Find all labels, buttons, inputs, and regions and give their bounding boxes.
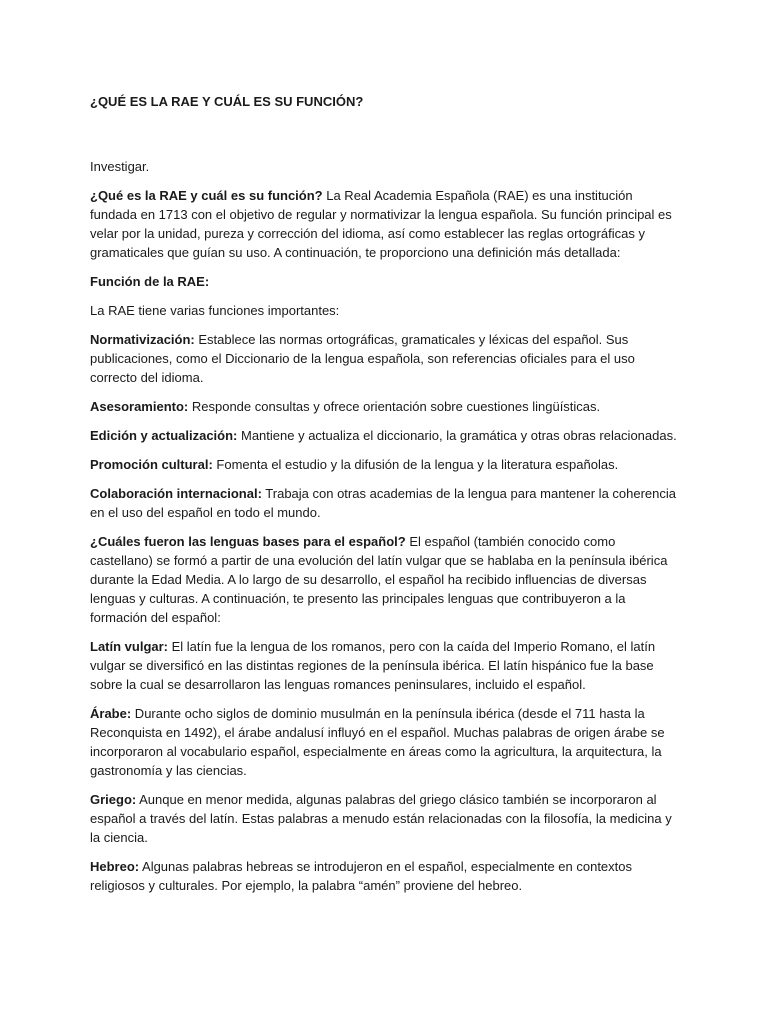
paragraph-latin <box>90 637 678 694</box>
paragraph-lead: ¿Cuáles fueron las lenguas bases para el español? <box>90 534 406 549</box>
document-title: ¿QUÉ ES LA RAE Y CUÁL ES SU FUNCIÓN? <box>90 94 364 109</box>
paragraph-griego <box>90 790 678 847</box>
paragraph-text: Trabaja con otras academias de la lengua para mantener la coherencia en el uso del español en todo el mundo. <box>90 486 677 520</box>
paragraph-promocion <box>90 455 678 474</box>
paragraph-lead: Asesoramiento: <box>90 399 189 414</box>
paragraph-lead: Hebreo: <box>90 859 140 874</box>
paragraph-text: Responde consultas y ofrece orientación sobre cuestiones lingüísticas. <box>188 399 601 414</box>
heading-funcion-rae <box>90 272 678 291</box>
paragraph-lead: Colaboración internacional: <box>90 486 262 501</box>
paragraph-text: Durante ocho siglos de dominio musulmán en la península ibérica (desde el 711 hasta la Reconquista en 1492), el árabe andalusí influyó en el español. Muchas palabras de origen árabe se incorporaron al vocabulario español, especialmente en áreas como la agricultura, la arquitectura, la gastronomía y las ciencias. <box>90 706 665 778</box>
intro-text: Investigar. <box>90 159 150 174</box>
paragraph-edicion <box>90 426 678 445</box>
paragraph-text: Mantiene y actualiza el diccionario, la gramática y otras obras relacionadas. <box>237 428 677 443</box>
paragraph-lead: Griego: <box>90 792 137 807</box>
paragraph-lead: Normativización: <box>90 332 195 347</box>
paragraph-text: El latín fue la lengua de los romanos, pero con la caída del Imperio Romano, el latín vulgar se diversificó en las distintas regiones de la península ibérica. El latín hispánico fue la base sobre la cual se desarrollaron las lenguas romances peninsulares, incluido el español. <box>90 639 656 692</box>
paragraph-hebreo <box>90 857 678 895</box>
paragraph-lead: Árabe: <box>90 706 132 721</box>
paragraph-text: Algunas palabras hebreas se introdujeron en el español, especialmente en contextos religiosos y culturales. Por ejemplo, la palabra “amén” proviene del hebreo. <box>90 859 633 893</box>
paragraph-lead: ¿Qué es la RAE y cuál es su función? <box>90 188 323 203</box>
paragraph-que-es-rae <box>90 186 678 262</box>
paragraph-lead: Función de la RAE: <box>90 274 210 289</box>
paragraph-asesoramiento <box>90 397 678 416</box>
paragraph-funciones <box>90 301 678 320</box>
paragraph-lead: Promoción cultural: <box>90 457 213 472</box>
paragraph-colaboracion <box>90 484 678 522</box>
paragraph-lenguas-bases <box>90 532 678 627</box>
paragraph-text: La Real Academia Española (RAE) es una institución fundada en 1713 con el objetivo de regular y normativizar la lengua española. Su función principal es velar por la unidad, pureza y corrección del idioma, así como establecer las reglas ortográficas y gramaticales que guían su uso. A continuación, te proporciono una definición más detallada: <box>90 188 672 260</box>
paragraph-text: Fomenta el estudio y la difusión de la lengua y la literatura españolas. <box>212 457 619 472</box>
paragraph-text: Establece las normas ortográficas, gramaticales y léxicas del español. Sus publicaciones, como el Diccionario de la lengua española, son referencias oficiales para el uso correcto del idioma. <box>90 332 635 385</box>
paragraph-lead: Edición y actualización: <box>90 428 238 443</box>
paragraph-normativizacion <box>90 330 678 387</box>
paragraph-arabe <box>90 704 678 780</box>
paragraph-text: Aunque en menor medida, algunas palabras del griego clásico también se incorporaron al español a través del latín. Estas palabras a menudo están relacionadas con la filosofía, la medicina y la ciencia. <box>90 792 672 845</box>
paragraph-text: La RAE tiene varias funciones importantes: <box>90 303 340 318</box>
paragraph-lead: Latín vulgar: <box>90 639 169 654</box>
paragraph-text: El español (también conocido como castellano) se formó a partir de una evolución del latín vulgar que se hablaba en la península ibérica durante la Edad Media. A lo largo de su desarrollo, el español ha recibido influencias de diversas lenguas y culturas. A continuación, te presento las principales lenguas que contribuyeron a la formación del español: <box>90 534 668 625</box>
